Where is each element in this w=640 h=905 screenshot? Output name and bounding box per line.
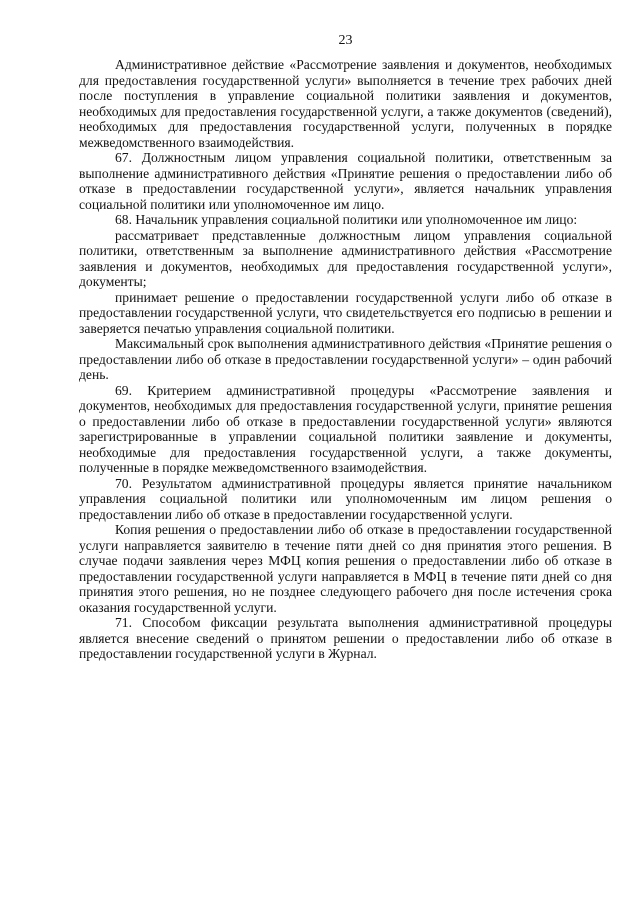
paragraph-admin-action: Административное действие «Рассмотрение заявления и документов, необходимых для предоставления государственной услуги» выполняется в течение трех рабочих дней после поступления в управление социальной политики заявления и документов, необходимых для предоставления государственной услуги, а также документов (сведений), необходимых для предоставления государственной услуги, полученных в порядке межведомственного взаимодействия.: [79, 57, 612, 150]
paragraph-68: 68. Начальник управления социальной политики или уполномоченное им лицо:: [115, 212, 578, 227]
paragraph-71: 71. Способом фиксации результата выполнения административной процедуры является внесение сведений о принятом решении о предоставлении либо об отказе в предоставлении государственной услуги в Журнал.: [79, 615, 612, 661]
paragraph-68-decides: принимает решение о предоставлении государственной услуги либо об отказе в предоставлении государственной услуги, что свидетельствуется его подписью в решении и заверяется печатью управления социальной политики.: [79, 289, 612, 336]
paragraph-70: 70. Результатом административной процедуры является принятие начальником управления социальной политики или уполномоченным им лицом решения о предоставлении либо об отказе в предоставлении государственной услуги.: [79, 475, 612, 522]
paragraph-copy-of-decision: Копия решения о предоставлении либо об отказе в предоставлении государственной услуги направляется заявителю в течение пяти дней со дня принятия этого решения. В случае подачи заявления через МФЦ копия решения о предоставлении либо об отказе в предоставлении государственной услуги направляется в МФЦ в течение пяти дней со дня принятия этого решения, но не позднее следующего рабочего дня после истечения срока оказания государственной услуги.: [79, 522, 612, 615]
paragraph-max-term: Максимальный срок выполнения административного действия «Принятие решения о предоставлении либо об отказе в предоставлении государственной услуги» – один рабочий день.: [79, 336, 612, 382]
paragraph-67: 67. Должностным лицом управления социальной политики, ответственным за выполнение административного действия «Принятие решения о предоставлении либо об отказе в предоставлении государственной услуги», является начальник управления социальной политики или уполномоченное им лицо.: [79, 150, 612, 212]
paragraph-68-reviews: рассматривает представленные должностным лицом управления социальной политики, ответственным за выполнение административного действия «Рассмотрение заявления и документов, необходимых для предоставления государственной услуги», документы;: [79, 227, 612, 289]
page-number: 23: [338, 33, 353, 48]
paragraph-69: 69. Критерием административной процедуры «Рассмотрение заявления и документов, необходимых для предоставления государственной услуги, принятие решения о предоставлении либо об отказе в предоставлении государственной услуги» являются зарегистрированные в управлении социальной политики заявление и документы, необходимые для предоставления государственной услуги, а также документы, полученные в порядке межведомственного взаимодействия.: [79, 382, 612, 475]
